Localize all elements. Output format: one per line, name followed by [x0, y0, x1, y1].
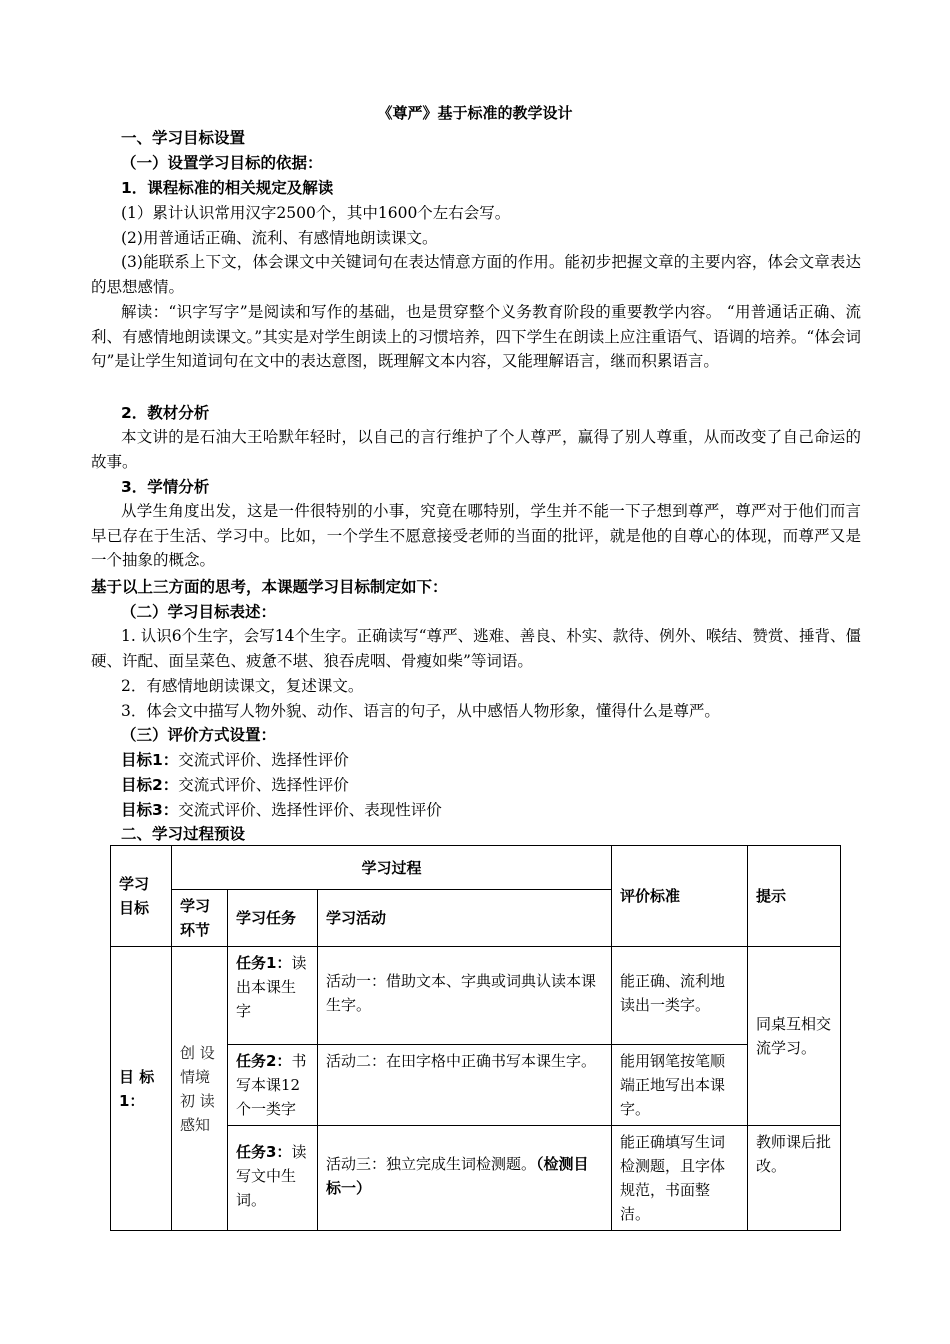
header-stage: 学习环节: [172, 890, 228, 947]
table-header-row: [111, 846, 841, 890]
goal-item-1: 1. 认识6个生字，会写14个生字。正确读写“尊严、逃难、善良、朴实、款待、例外、喉结、赞赏、捶背、僵硬、许配、面呈菜色、疲惫不堪、狼吞虎咽、骨瘦如柴”等词语。: [91, 627, 861, 670]
task-text: 读出本课生字: [236, 954, 307, 1020]
table-row: [111, 947, 841, 1045]
subheading-goals: （二）学习目标表述：: [121, 603, 277, 621]
eval-line-2: [121, 773, 349, 797]
task-text: 书写本课12个一类字: [236, 1052, 307, 1118]
activity-text: 活动三：独立完成生词检测题。: [326, 1155, 537, 1173]
header-process: 学习过程: [172, 846, 612, 890]
eval-label: 目标1：: [121, 751, 179, 769]
process-table: [110, 845, 841, 1231]
summary-line: 基于以上三方面的思考，本课题学习目标制定如下：: [91, 578, 448, 596]
stage-cell: 创 设 情境 初 读 感知: [172, 947, 228, 1231]
criteria-cell: 能用钢笔按笔顺端正地写出本课字。: [612, 1045, 748, 1126]
header-activity: 学习活动: [318, 890, 612, 947]
eval-text: 交流式评价、选择性评价、表现性评价: [178, 801, 442, 819]
activity-cell: [318, 1126, 612, 1231]
activity-cell: 活动二：在田字格中正确书写本课生字。: [318, 1045, 612, 1126]
task-label: 任务3：: [236, 1143, 292, 1161]
interpretation-paragraph: 解读：“识字写字”是阅读和写作的基础，也是贯穿整个义务教育阶段的重要教学内容。 “用普通话正确、流利、有感情地朗读课文。”其实是对学生朗读上的习惯培养，四下学生在朗读上应注重语气、语调的培养。“体会词句”是让学生知道词句在文中的表达意图，既理解文本内容，又能理解语言，继而积累语言。: [91, 303, 861, 370]
eval-label: 目标2：: [121, 776, 179, 794]
goal-item-2: 2．有感情地朗读课文，复述课文。: [121, 677, 364, 695]
standard-item-3: (3)能联系上下文，体会课文中关键词句在表达情意方面的作用。能初步把握文章的主要内容，体会文章表达的思想感情。: [91, 253, 861, 296]
subheading-evaluation: （三）评价方式设置：: [121, 726, 277, 744]
section-heading-2: 二、学习过程预设: [121, 825, 246, 843]
activity-bold: （检测目标一）: [326, 1155, 589, 1197]
eval-line-1: [121, 748, 349, 772]
eval-label: 目标3：: [121, 801, 179, 819]
eval-line-3: [121, 798, 442, 822]
criteria-cell: 能正确、流利地读出一类字。: [612, 947, 748, 1045]
goal-item-3: 3．体会文中描写人物外貌、动作、语言的句子，从中感悟人物形象，懂得什么是尊严。: [121, 702, 720, 720]
task-cell: [228, 1045, 318, 1126]
section-heading-1: 一、学习目标设置: [121, 129, 246, 147]
task-cell: [228, 1126, 318, 1231]
eval-text: 交流式评价、选择性评价: [178, 751, 349, 769]
header-goal: 学习目标: [111, 846, 172, 947]
heading-learner: 3．学情分析: [121, 478, 210, 496]
eval-text: 交流式评价、选择性评价: [178, 776, 349, 794]
document-title: 《尊严》基于标准的教学设计: [377, 104, 573, 122]
heading-curriculum: 1．课程标准的相关规定及解读: [121, 179, 334, 197]
standard-item-1: (1）累计认识常用汉字2500个，其中1600个左右会写。: [121, 204, 511, 222]
header-task: 学习任务: [228, 890, 318, 947]
task-text: 读写文中生词。: [236, 1143, 307, 1209]
header-tip: 提示: [748, 846, 841, 947]
activity-cell: 活动一：借助文本、字典或词典认读本课生字。: [318, 947, 612, 1045]
subheading-basis: （一）设置学习目标的依据：: [121, 154, 323, 172]
tip-cell: 教师课后批改。: [748, 1126, 841, 1231]
header-criteria: 评价标准: [612, 846, 748, 947]
task-label: 任务2：: [236, 1052, 292, 1070]
criteria-cell: 能正确填写生词检测题，且字体规范，书面整洁。: [612, 1126, 748, 1231]
standard-item-2: (2)用普通话正确、流利、有感情地朗读课文。: [121, 229, 438, 247]
heading-material: 2．教材分析: [121, 404, 210, 422]
material-paragraph: 本文讲的是石油大王哈默年轻时，以自己的言行维护了个人尊严，赢得了别人尊重，从而改变了自己命运的故事。: [91, 428, 861, 471]
learner-paragraph: 从学生角度出发，这是一件很特别的小事，究竟在哪特别，学生并不能一下子想到尊严，尊严对于他们而言早已存在于生活、学习中。比如，一个学生不愿意接受老师的当面的批评，就是他的自尊心的体现，而尊严又是一个抽象的概念。: [91, 502, 861, 569]
task-cell: [228, 947, 318, 1045]
task-label: 任务1：: [236, 954, 292, 972]
tip-cell: 同桌互相交流学习。: [748, 947, 841, 1126]
goal-cell: 目 标 1：: [111, 947, 172, 1231]
